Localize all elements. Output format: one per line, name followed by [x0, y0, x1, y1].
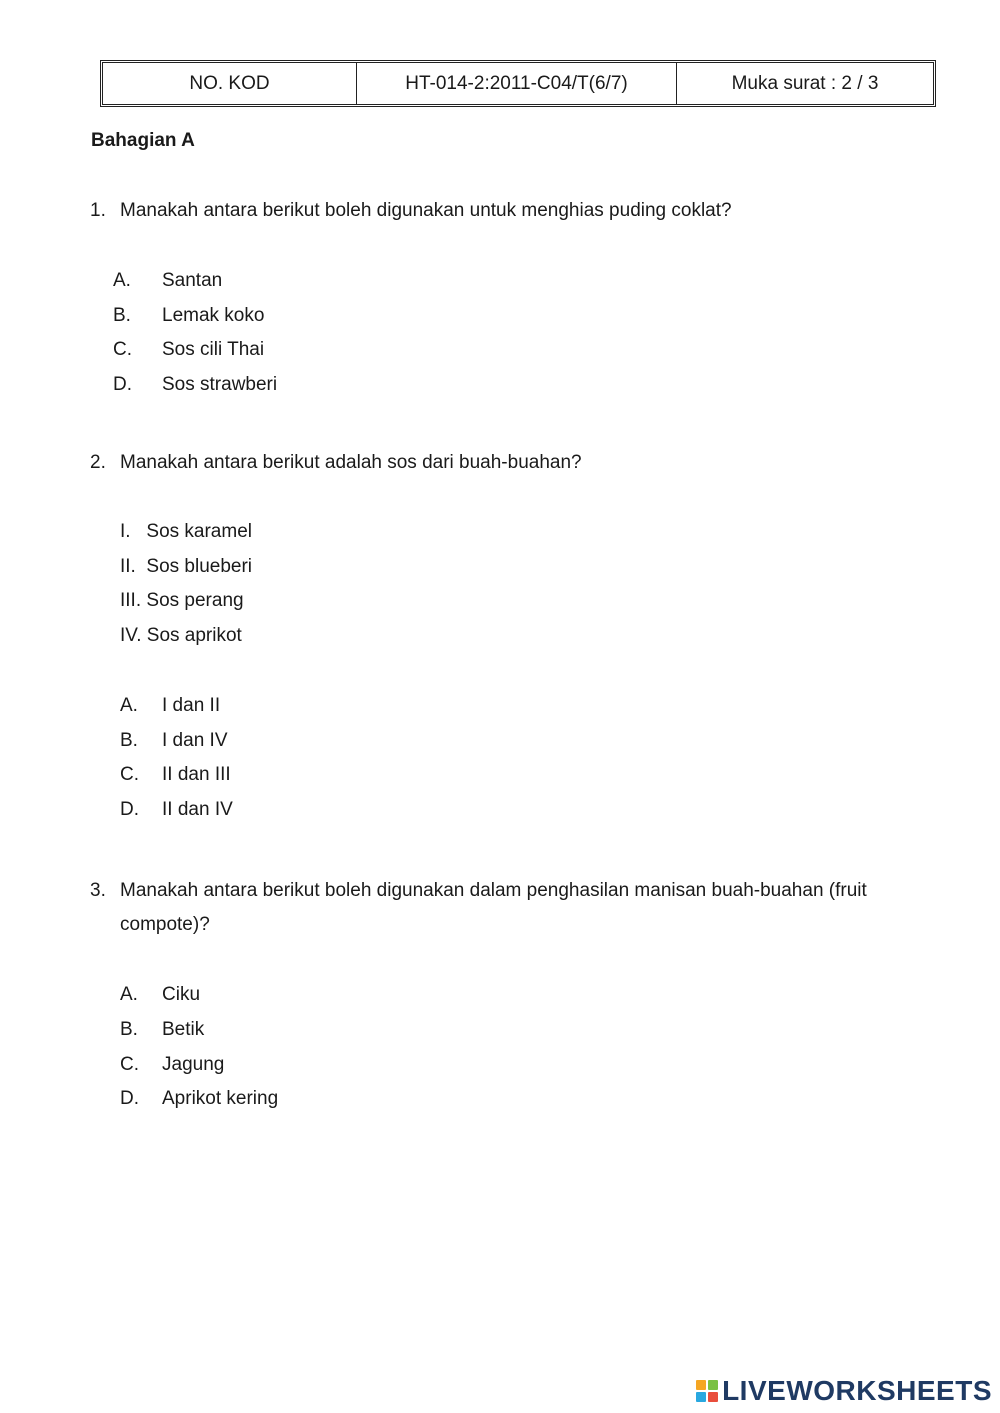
option-text[interactable]: II dan III — [162, 764, 231, 785]
code-label: NO. KOD — [103, 63, 357, 104]
question-text-line2: compote)? — [120, 914, 210, 935]
option-letter: B. — [120, 1019, 138, 1040]
option-letter: D. — [120, 1088, 139, 1109]
option-text[interactable]: Ciku — [162, 984, 201, 1005]
option-letter: A. — [113, 270, 131, 291]
option-text[interactable]: Betik — [162, 1019, 205, 1040]
option-letter: A. — [120, 695, 138, 716]
option-letter: D. — [120, 799, 139, 820]
statement-item: III. Sos perang — [120, 590, 244, 611]
option-text[interactable]: I dan IV — [162, 730, 228, 751]
question-text-line1: Manakah antara berikut boleh digunakan dalam penghasilan manisan buah-buahan (fruit — [120, 880, 867, 901]
question-text: Manakah antara berikut boleh digunakan untuk menghias puding coklat? — [120, 200, 732, 221]
question-number: 2. — [90, 452, 106, 473]
question-number: 3. — [90, 880, 106, 901]
option-letter: C. — [120, 1054, 139, 1075]
option-letter: A. — [120, 984, 138, 1005]
question-text: Manakah antara berikut adalah sos dari buah-buahan? — [120, 452, 582, 473]
section-title: Bahagian A — [91, 130, 195, 151]
liveworksheets-logo[interactable] — [696, 1375, 992, 1407]
option-text[interactable]: Santan — [162, 270, 223, 291]
option-text[interactable]: Sos cili Thai — [162, 339, 265, 360]
page-number: Muka surat : 2 / 3 — [731, 72, 879, 94]
option-text[interactable]: Lemak koko — [162, 305, 265, 326]
statement-item: II. Sos blueberi — [120, 556, 253, 577]
logo-text: LIVEWORKSHEETS — [722, 1375, 992, 1406]
statement-item: IV. Sos aprikot — [120, 625, 242, 646]
option-letter: C. — [113, 339, 132, 360]
option-text[interactable]: Jagung — [162, 1054, 225, 1075]
question-number: 1. — [90, 200, 106, 221]
option-letter: C. — [120, 764, 139, 785]
option-letter: D. — [113, 374, 132, 395]
statement-item: I. Sos karamel — [120, 521, 252, 542]
header-table — [100, 60, 936, 107]
code-value: HT-014-2:2011-C04/T(6/7) — [357, 63, 677, 104]
option-text[interactable]: I dan II — [162, 695, 221, 716]
option-text[interactable]: II dan IV — [162, 799, 233, 820]
option-text[interactable]: Sos strawberi — [162, 374, 278, 395]
option-letter: B. — [120, 730, 138, 751]
option-letter: B. — [113, 305, 131, 326]
liveworksheets-logo-icon — [696, 1380, 718, 1402]
option-text[interactable]: Aprikot kering — [162, 1088, 279, 1109]
